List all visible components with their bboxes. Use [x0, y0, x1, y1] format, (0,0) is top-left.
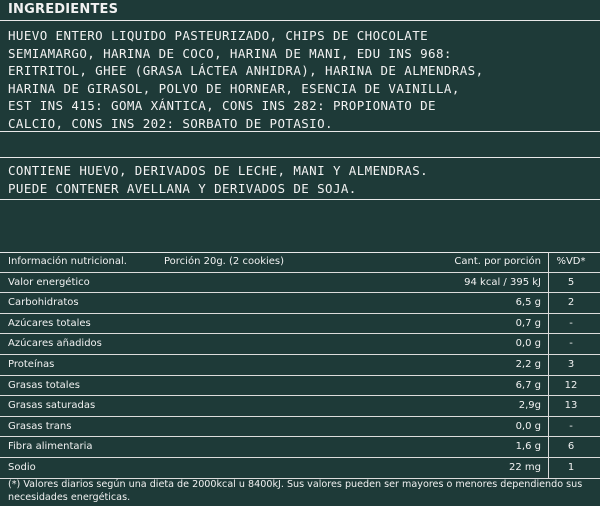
nutrient-name: Grasas totales	[8, 379, 80, 391]
nutrient-name: Fibra alimentaria	[8, 441, 93, 453]
nutrient-dv: -	[569, 420, 573, 432]
footnote: (*) Valores diarios según una dieta de 2000kcal u 8400kJ. Sus valores pueden ser mayores o menores dependiendo sus necesidades energéticas.	[8, 479, 583, 503]
nutrient-dv: 6	[567, 441, 575, 453]
portion-label: Porción 20g. (2 cookies)	[164, 256, 285, 267]
nutrient-dv: 13	[564, 400, 578, 412]
nutrient-value: 1,6 g	[515, 441, 541, 453]
ingredients-line: HARINA DE GIRASOL, POLVO DE HORNEAR, ESENCIA DE VAINILLA,	[8, 80, 460, 96]
nutrient-dv: 12	[564, 379, 578, 391]
nutrient-name: Carbohidratos	[8, 297, 79, 309]
allergens-line: CONTIENE HUEVO, DERIVADOS DE LECHE, MANI Y ALMENDRAS.	[8, 163, 429, 178]
nutrient-name: Grasas saturadas	[8, 400, 96, 412]
nutrient-name: Azúcares añadidos	[8, 338, 102, 350]
allergens-line: PUEDE CONTENER AVELLANA Y DERIVADOS DE SOJA.	[8, 180, 357, 196]
ingredients-line: CALCIO, CONS INS 202: SORBATO DE POTASIO.	[8, 115, 333, 131]
nutrient-name: Valor energético	[8, 276, 90, 288]
table-row	[0, 314, 600, 335]
nutrient-value: 0,0 g	[515, 338, 541, 350]
nutrient-value: 2,9g	[518, 400, 541, 412]
nutrient-dv: 5	[567, 276, 575, 288]
amount-header: Cant. por porción	[454, 256, 541, 267]
nutrition-header-label: Información nutricional.	[8, 256, 127, 267]
nutrient-name: Grasas trans	[8, 420, 72, 432]
nutrient-value: 0,0 g	[515, 420, 541, 432]
ingredients-line: ERITRITOL, GHEE (GRASA LÁCTEA ANHIDRA), HARINA DE ALMENDRAS,	[8, 63, 484, 78]
nutrient-value: 94 kcal / 395 kJ	[464, 276, 541, 288]
nutrition-header-row	[0, 252, 600, 273]
divider	[0, 131, 600, 132]
ingredients-line: SEMIAMARGO, HARINA DE COCO, HARINA DE MANI, EDU INS 968:	[8, 45, 452, 61]
nutrient-value: 2,2 g	[515, 358, 541, 370]
ingredients-line: HUEVO ENTERO LIQUIDO PASTEURIZADO, CHIPS DE CHOCOLATE	[8, 28, 429, 43]
nutrient-name: Sodio	[8, 461, 36, 473]
nutrient-dv: 1	[567, 461, 575, 473]
ingredients-title: INGREDIENTES	[8, 2, 119, 17]
nutrient-dv: -	[569, 338, 573, 350]
table-row	[0, 458, 600, 479]
table-row	[0, 293, 600, 314]
ingredients-paragraph	[8, 27, 596, 132]
nutrient-value: 6,5 g	[515, 297, 541, 309]
table-row	[0, 396, 600, 417]
nutrient-dv: 2	[567, 297, 575, 309]
nutrient-value: 0,7 g	[515, 317, 541, 329]
nutrient-name: Azúcares totales	[8, 317, 91, 329]
nutrition-table	[0, 252, 600, 479]
nutrient-name: Proteínas	[8, 358, 55, 370]
ingredients-line: EST INS 415: GOMA XÁNTICA, CONS INS 282: PROPIONATO DE	[8, 98, 436, 113]
table-row	[0, 437, 600, 458]
dv-header: %VD*	[556, 256, 586, 267]
table-row	[0, 334, 600, 355]
divider	[0, 199, 600, 200]
nutrient-value: 22 mg	[509, 461, 541, 473]
divider	[0, 157, 600, 158]
nutrient-dv: 3	[567, 358, 575, 370]
allergens-paragraph	[8, 162, 596, 197]
table-row	[0, 376, 600, 397]
table-row	[0, 417, 600, 438]
table-row	[0, 273, 600, 294]
divider	[0, 20, 600, 21]
table-row	[0, 355, 600, 376]
nutrient-dv: -	[569, 317, 573, 329]
nutrient-value: 6,7 g	[515, 379, 541, 391]
